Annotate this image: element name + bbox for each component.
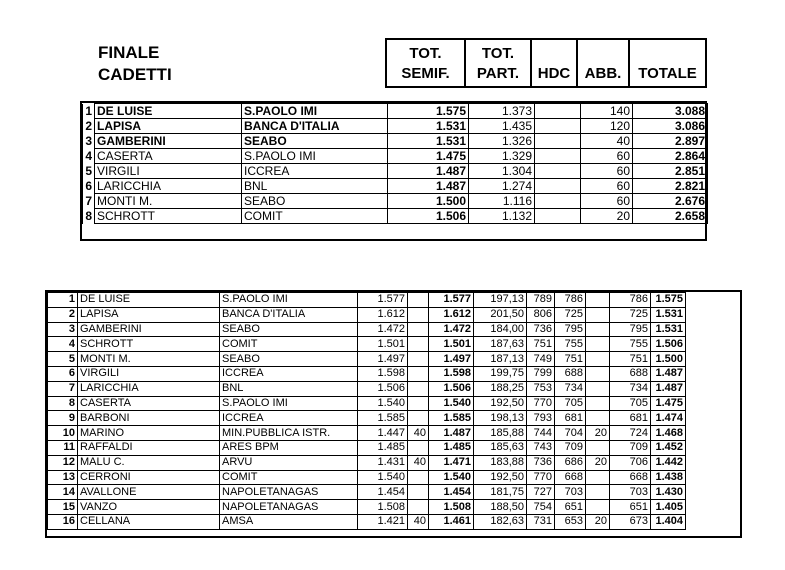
- final-cell-part: 1.304: [469, 164, 535, 179]
- final-cell-part: 1.132: [469, 209, 535, 224]
- final-cell-abb: 60: [581, 149, 633, 164]
- semifinal-cell-final-score: 668: [610, 470, 651, 485]
- semifinal-cell-game1: 754: [527, 500, 555, 515]
- semifinal-cell-name: CERRONI: [78, 470, 220, 485]
- semifinal-cell-name: CASERTA: [78, 396, 220, 411]
- semifinal-cell-hdc2: [586, 440, 610, 455]
- semifinal-cell-avg: 188,25: [474, 381, 527, 396]
- semifinal-cell-name: CELLANA: [78, 514, 220, 529]
- semifinal-cell-game2: 725: [555, 307, 586, 322]
- semifinal-cell-hdc2: [586, 337, 610, 352]
- semifinal-cell-total: 1.540: [429, 396, 474, 411]
- final-table-row: [83, 134, 708, 149]
- semifinal-cell-name: LARICCHIA: [78, 381, 220, 396]
- final-cell-semif: 1.531: [388, 134, 469, 149]
- semifinal-cell-total: 1.585: [429, 411, 474, 426]
- semifinal-cell-avg: 188,50: [474, 500, 527, 515]
- semifinal-cell-hdc: [408, 485, 429, 500]
- semifinal-cell-semif: 1.540: [358, 396, 408, 411]
- semifinal-table-row: [48, 411, 686, 426]
- semifinal-cell-name: VIRGILI: [78, 366, 220, 381]
- semifinal-table-row: [48, 470, 686, 485]
- final-cell-pos: 1: [83, 104, 95, 119]
- final-cell-name: CASERTA: [95, 149, 242, 164]
- semifinal-cell-team: SEABO: [220, 352, 358, 367]
- semifinal-cell-hdc2: 20: [586, 426, 610, 441]
- semifinal-cell-hdc: [408, 322, 429, 337]
- semifinal-cell-team: BNL: [220, 381, 358, 396]
- semifinal-cell-pos: 7: [48, 381, 78, 396]
- semifinal-cell-grand-total: 1.487: [651, 381, 686, 396]
- semifinal-cell-total: 1.501: [429, 337, 474, 352]
- semifinal-cell-team: S.PAOLO IMI: [220, 293, 358, 308]
- semifinal-cell-avg: 181,75: [474, 485, 527, 500]
- semifinal-cell-final-score: 709: [610, 440, 651, 455]
- semifinal-cell-grand-total: 1.506: [651, 337, 686, 352]
- semifinal-cell-name: MALU C.: [78, 455, 220, 470]
- semifinal-cell-final-score: 651: [610, 500, 651, 515]
- semifinal-cell-semif: 1.447: [358, 426, 408, 441]
- semifinal-cell-hdc: [408, 500, 429, 515]
- header-hdc: HDC: [532, 38, 578, 88]
- semifinal-cell-team: ARVU: [220, 455, 358, 470]
- semifinal-cell-name: VANZO: [78, 500, 220, 515]
- semifinal-cell-pos: 10: [48, 426, 78, 441]
- final-cell-name: MONTI M.: [95, 194, 242, 209]
- semifinal-cell-total: 1.497: [429, 352, 474, 367]
- semifinal-cell-game1: 770: [527, 396, 555, 411]
- semifinal-cell-team: ARES BPM: [220, 440, 358, 455]
- semifinal-cell-hdc2: [586, 470, 610, 485]
- final-cell-pos: 3: [83, 134, 95, 149]
- semifinal-cell-total: 1.485: [429, 440, 474, 455]
- semifinal-cell-name: RAFFALDI: [78, 440, 220, 455]
- semifinal-cell-grand-total: 1.475: [651, 396, 686, 411]
- semifinal-cell-team: BANCA D'ITALIA: [220, 307, 358, 322]
- semifinal-cell-pos: 4: [48, 337, 78, 352]
- semifinal-cell-final-score: 705: [610, 396, 651, 411]
- final-cell-name: DE LUISE: [95, 104, 242, 119]
- semifinal-cell-final-score: 755: [610, 337, 651, 352]
- final-table-row: [83, 119, 708, 134]
- semifinal-cell-grand-total: 1.474: [651, 411, 686, 426]
- semifinal-cell-hdc: [408, 293, 429, 308]
- semifinal-cell-hdc2: [586, 411, 610, 426]
- semifinal-cell-game1: 731: [527, 514, 555, 529]
- semifinal-cell-total: 1.506: [429, 381, 474, 396]
- final-cell-semif: 1.575: [388, 104, 469, 119]
- semifinal-cell-final-score: 681: [610, 411, 651, 426]
- semifinal-cell-name: DE LUISE: [78, 293, 220, 308]
- semifinal-cell-game1: 753: [527, 381, 555, 396]
- semifinal-cell-team: S.PAOLO IMI: [220, 396, 358, 411]
- semifinal-cell-grand-total: 1.438: [651, 470, 686, 485]
- semifinal-cell-total: 1.508: [429, 500, 474, 515]
- final-cell-abb: 60: [581, 194, 633, 209]
- semifinal-cell-game1: 743: [527, 440, 555, 455]
- final-cell-totale: 2.897: [633, 134, 708, 149]
- final-cell-totale: 2.851: [633, 164, 708, 179]
- semifinal-cell-team: AMSA: [220, 514, 358, 529]
- semifinal-cell-avg: 185,63: [474, 440, 527, 455]
- final-cell-hdc: [535, 134, 581, 149]
- semifinal-cell-final-score: 673: [610, 514, 651, 529]
- semifinal-cell-game2: 704: [555, 426, 586, 441]
- final-cell-name: LAPISA: [95, 119, 242, 134]
- semifinal-cell-final-score: 734: [610, 381, 651, 396]
- semifinal-cell-game2: 755: [555, 337, 586, 352]
- semifinal-cell-grand-total: 1.430: [651, 485, 686, 500]
- semifinal-cell-hdc: 40: [408, 426, 429, 441]
- final-cell-name: VIRGILI: [95, 164, 242, 179]
- final-cell-team: SEABO: [242, 134, 388, 149]
- semifinal-cell-pos: 1: [48, 293, 78, 308]
- semifinal-cell-name: SCHROTT: [78, 337, 220, 352]
- header-abb: ABB.: [578, 38, 630, 88]
- semifinal-cell-avg: 187,63: [474, 337, 527, 352]
- semifinal-cell-semif: 1.431: [358, 455, 408, 470]
- semifinal-cell-avg: 187,13: [474, 352, 527, 367]
- final-table-row: [83, 194, 708, 209]
- semifinal-cell-team: ICCREA: [220, 411, 358, 426]
- semifinal-cell-semif: 1.508: [358, 500, 408, 515]
- semifinal-cell-game1: 799: [527, 366, 555, 381]
- semifinal-cell-total: 1.487: [429, 426, 474, 441]
- semifinal-cell-hdc: [408, 307, 429, 322]
- semifinal-cell-game2: 686: [555, 455, 586, 470]
- semifinal-cell-avg: 199,75: [474, 366, 527, 381]
- semifinal-cell-total: 1.612: [429, 307, 474, 322]
- semifinal-cell-game2: 668: [555, 470, 586, 485]
- semifinal-cell-semif: 1.501: [358, 337, 408, 352]
- semifinal-cell-hdc: [408, 470, 429, 485]
- semifinal-table-row: [48, 293, 686, 308]
- semifinal-table-row: [48, 396, 686, 411]
- semifinal-cell-name: MONTI M.: [78, 352, 220, 367]
- semifinal-cell-hdc: 40: [408, 514, 429, 529]
- final-table-row: [83, 149, 708, 164]
- semifinal-cell-grand-total: 1.404: [651, 514, 686, 529]
- final-table-row: [83, 209, 708, 224]
- page-title: [98, 42, 172, 86]
- semifinal-cell-final-score: 724: [610, 426, 651, 441]
- semifinal-cell-avg: 184,00: [474, 322, 527, 337]
- semifinal-cell-total: 1.461: [429, 514, 474, 529]
- semifinal-cell-hdc2: [586, 485, 610, 500]
- semifinal-cell-game2: 705: [555, 396, 586, 411]
- final-cell-name: LARICCHIA: [95, 179, 242, 194]
- title-line-1: FINALE: [98, 43, 160, 62]
- semifinal-cell-name: MARINO: [78, 426, 220, 441]
- semifinal-cell-hdc2: [586, 500, 610, 515]
- final-cell-abb: 60: [581, 179, 633, 194]
- semifinal-cell-name: AVALLONE: [78, 485, 220, 500]
- semifinal-cell-game1: 806: [527, 307, 555, 322]
- semifinal-table-row: [48, 337, 686, 352]
- semifinal-cell-team: NAPOLETANAGAS: [220, 485, 358, 500]
- semifinal-cell-semif: 1.506: [358, 381, 408, 396]
- semifinal-cell-game2: 786: [555, 293, 586, 308]
- semifinal-cell-final-score: 725: [610, 307, 651, 322]
- final-cell-semif: 1.487: [388, 179, 469, 194]
- semifinal-cell-pos: 15: [48, 500, 78, 515]
- final-cell-part: 1.326: [469, 134, 535, 149]
- semifinal-cell-total: 1.577: [429, 293, 474, 308]
- final-cell-team: SEABO: [242, 194, 388, 209]
- semifinal-cell-final-score: 795: [610, 322, 651, 337]
- semifinal-cell-hdc2: [586, 381, 610, 396]
- semifinal-cell-team: COMIT: [220, 337, 358, 352]
- semifinal-cell-hdc: [408, 411, 429, 426]
- semifinal-cell-game1: 736: [527, 322, 555, 337]
- semifinal-table-row: [48, 440, 686, 455]
- final-cell-hdc: [535, 119, 581, 134]
- final-ranking-table: [82, 103, 708, 224]
- semifinal-cell-hdc: [408, 366, 429, 381]
- semifinal-cell-team: COMIT: [220, 470, 358, 485]
- semifinal-cell-total: 1.598: [429, 366, 474, 381]
- semifinal-cell-grand-total: 1.487: [651, 366, 686, 381]
- semifinal-cell-game1: 744: [527, 426, 555, 441]
- semifinal-cell-final-score: 706: [610, 455, 651, 470]
- semifinal-cell-game1: 751: [527, 337, 555, 352]
- semifinal-cell-game1: 727: [527, 485, 555, 500]
- final-cell-abb: 140: [581, 104, 633, 119]
- semifinal-cell-team: NAPOLETANAGAS: [220, 500, 358, 515]
- semifinal-cell-avg: 185,88: [474, 426, 527, 441]
- semifinal-cell-grand-total: 1.575: [651, 293, 686, 308]
- final-cell-pos: 2: [83, 119, 95, 134]
- semifinal-cell-pos: 16: [48, 514, 78, 529]
- semifinal-cell-hdc: [408, 381, 429, 396]
- semifinal-table-row: [48, 455, 686, 470]
- semifinal-table-row: [48, 352, 686, 367]
- semifinal-table-row: [48, 485, 686, 500]
- semifinal-cell-semif: 1.577: [358, 293, 408, 308]
- semifinal-table-row: [48, 381, 686, 396]
- semifinal-cell-game2: 653: [555, 514, 586, 529]
- final-table-row: [83, 179, 708, 194]
- final-cell-part: 1.435: [469, 119, 535, 134]
- semifinal-cell-pos: 2: [48, 307, 78, 322]
- semifinal-cell-hdc2: 20: [586, 514, 610, 529]
- semifinal-cell-hdc2: [586, 293, 610, 308]
- final-cell-semif: 1.531: [388, 119, 469, 134]
- semifinal-cell-grand-total: 1.468: [651, 426, 686, 441]
- header-tot-semif: TOT. SEMIF.: [385, 38, 466, 88]
- semifinal-cell-team: SEABO: [220, 322, 358, 337]
- semifinal-cell-game2: 681: [555, 411, 586, 426]
- semifinal-cell-semif: 1.454: [358, 485, 408, 500]
- semifinal-cell-total: 1.540: [429, 470, 474, 485]
- final-cell-totale: 2.676: [633, 194, 708, 209]
- final-cell-semif: 1.487: [388, 164, 469, 179]
- final-cell-semif: 1.475: [388, 149, 469, 164]
- semifinal-cell-name: BARBONI: [78, 411, 220, 426]
- semifinal-cell-pos: 5: [48, 352, 78, 367]
- semifinal-cell-semif: 1.497: [358, 352, 408, 367]
- semifinal-cell-hdc: [408, 337, 429, 352]
- semifinal-cell-game1: 749: [527, 352, 555, 367]
- semifinal-cell-game2: 688: [555, 366, 586, 381]
- semifinal-cell-pos: 3: [48, 322, 78, 337]
- semifinal-table-row: [48, 426, 686, 441]
- header-tot-part: TOT. PART.: [466, 38, 532, 88]
- semifinal-cell-hdc: [408, 440, 429, 455]
- semifinal-cell-game2: 709: [555, 440, 586, 455]
- semifinal-cell-hdc: 40: [408, 455, 429, 470]
- final-cell-hdc: [535, 164, 581, 179]
- semifinal-cell-avg: 201,50: [474, 307, 527, 322]
- final-cell-abb: 40: [581, 134, 633, 149]
- final-table-row: [83, 164, 708, 179]
- semifinal-cell-hdc2: [586, 352, 610, 367]
- semifinal-cell-pos: 11: [48, 440, 78, 455]
- semifinal-cell-total: 1.472: [429, 322, 474, 337]
- semifinal-cell-semif: 1.421: [358, 514, 408, 529]
- semifinal-table-row: [48, 514, 686, 529]
- final-cell-team: S.PAOLO IMI: [242, 149, 388, 164]
- semifinal-cell-grand-total: 1.405: [651, 500, 686, 515]
- semifinal-cell-game1: 736: [527, 455, 555, 470]
- final-cell-semif: 1.500: [388, 194, 469, 209]
- final-cell-abb: 120: [581, 119, 633, 134]
- semifinal-cell-game2: 751: [555, 352, 586, 367]
- final-cell-team: BNL: [242, 179, 388, 194]
- final-cell-part: 1.329: [469, 149, 535, 164]
- title-line-2: CADETTI: [98, 65, 172, 84]
- semifinal-cell-grand-total: 1.531: [651, 322, 686, 337]
- semifinal-cell-team: MIN.PUBBLICA ISTR.: [220, 426, 358, 441]
- final-cell-team: ICCREA: [242, 164, 388, 179]
- semifinal-cell-semif: 1.598: [358, 366, 408, 381]
- semifinal-table-row: [48, 500, 686, 515]
- final-cell-team: COMIT: [242, 209, 388, 224]
- semifinal-cell-semif: 1.485: [358, 440, 408, 455]
- semifinal-cell-team: ICCREA: [220, 366, 358, 381]
- final-cell-hdc: [535, 194, 581, 209]
- semifinal-cell-grand-total: 1.500: [651, 352, 686, 367]
- semifinal-cell-semif: 1.612: [358, 307, 408, 322]
- final-cell-team: BANCA D'ITALIA: [242, 119, 388, 134]
- final-cell-pos: 4: [83, 149, 95, 164]
- semifinal-cell-avg: 197,13: [474, 293, 527, 308]
- final-cell-semif: 1.506: [388, 209, 469, 224]
- semifinal-cell-avg: 192,50: [474, 470, 527, 485]
- final-cell-abb: 60: [581, 164, 633, 179]
- final-cell-part: 1.274: [469, 179, 535, 194]
- semifinal-cell-hdc2: [586, 322, 610, 337]
- semifinal-cell-hdc2: [586, 307, 610, 322]
- semifinal-cell-total: 1.471: [429, 455, 474, 470]
- final-cell-abb: 20: [581, 209, 633, 224]
- semifinal-cell-total: 1.454: [429, 485, 474, 500]
- semifinal-cell-game2: 795: [555, 322, 586, 337]
- semifinal-cell-hdc: [408, 352, 429, 367]
- final-cell-totale: 3.088: [633, 104, 708, 119]
- semifinal-cell-final-score: 751: [610, 352, 651, 367]
- final-cell-team: S.PAOLO IMI: [242, 104, 388, 119]
- semifinal-cell-game2: 734: [555, 381, 586, 396]
- semifinal-table-row: [48, 322, 686, 337]
- final-cell-name: SCHROTT: [95, 209, 242, 224]
- semifinal-cell-grand-total: 1.442: [651, 455, 686, 470]
- semifinal-cell-semif: 1.540: [358, 470, 408, 485]
- final-cell-pos: 7: [83, 194, 95, 209]
- semifinal-cell-final-score: 703: [610, 485, 651, 500]
- final-cell-totale: 3.086: [633, 119, 708, 134]
- semifinal-cell-hdc2: [586, 396, 610, 411]
- semifinal-cell-pos: 13: [48, 470, 78, 485]
- semifinal-cell-pos: 12: [48, 455, 78, 470]
- final-cell-hdc: [535, 209, 581, 224]
- semifinal-cell-semif: 1.585: [358, 411, 408, 426]
- semifinal-cell-hdc2: [586, 366, 610, 381]
- semifinal-cell-hdc: [408, 396, 429, 411]
- semifinal-table-row: [48, 307, 686, 322]
- header-totale: TOTALE: [630, 38, 707, 88]
- semifinal-cell-hdc2: 20: [586, 455, 610, 470]
- final-cell-totale: 2.658: [633, 209, 708, 224]
- semifinal-cell-pos: 9: [48, 411, 78, 426]
- semifinal-table-row: [48, 366, 686, 381]
- semifinal-cell-grand-total: 1.531: [651, 307, 686, 322]
- semifinal-cell-pos: 8: [48, 396, 78, 411]
- semifinal-cell-avg: 198,13: [474, 411, 527, 426]
- final-cell-part: 1.373: [469, 104, 535, 119]
- semifinal-cell-game1: 789: [527, 293, 555, 308]
- final-cell-pos: 5: [83, 164, 95, 179]
- final-cell-name: GAMBERINI: [95, 134, 242, 149]
- semifinal-table: [47, 292, 686, 530]
- semifinal-cell-pos: 6: [48, 366, 78, 381]
- final-cell-hdc: [535, 179, 581, 194]
- semifinal-cell-avg: 182,63: [474, 514, 527, 529]
- final-cell-hdc: [535, 104, 581, 119]
- semifinal-cell-game1: 770: [527, 470, 555, 485]
- final-cell-part: 1.116: [469, 194, 535, 209]
- semifinal-cell-final-score: 688: [610, 366, 651, 381]
- semifinal-cell-avg: 183,88: [474, 455, 527, 470]
- final-cell-totale: 2.864: [633, 149, 708, 164]
- semifinal-cell-game2: 703: [555, 485, 586, 500]
- semifinal-cell-game2: 651: [555, 500, 586, 515]
- semifinal-cell-semif: 1.472: [358, 322, 408, 337]
- final-cell-pos: 8: [83, 209, 95, 224]
- final-table-row: [83, 104, 708, 119]
- semifinal-cell-pos: 14: [48, 485, 78, 500]
- semifinal-cell-grand-total: 1.452: [651, 440, 686, 455]
- semifinal-cell-name: GAMBERINI: [78, 322, 220, 337]
- final-cell-totale: 2.821: [633, 179, 708, 194]
- final-cell-hdc: [535, 149, 581, 164]
- semifinal-cell-name: LAPISA: [78, 307, 220, 322]
- semifinal-cell-final-score: 786: [610, 293, 651, 308]
- semifinal-cell-game1: 793: [527, 411, 555, 426]
- final-cell-pos: 6: [83, 179, 95, 194]
- semifinal-cell-avg: 192,50: [474, 396, 527, 411]
